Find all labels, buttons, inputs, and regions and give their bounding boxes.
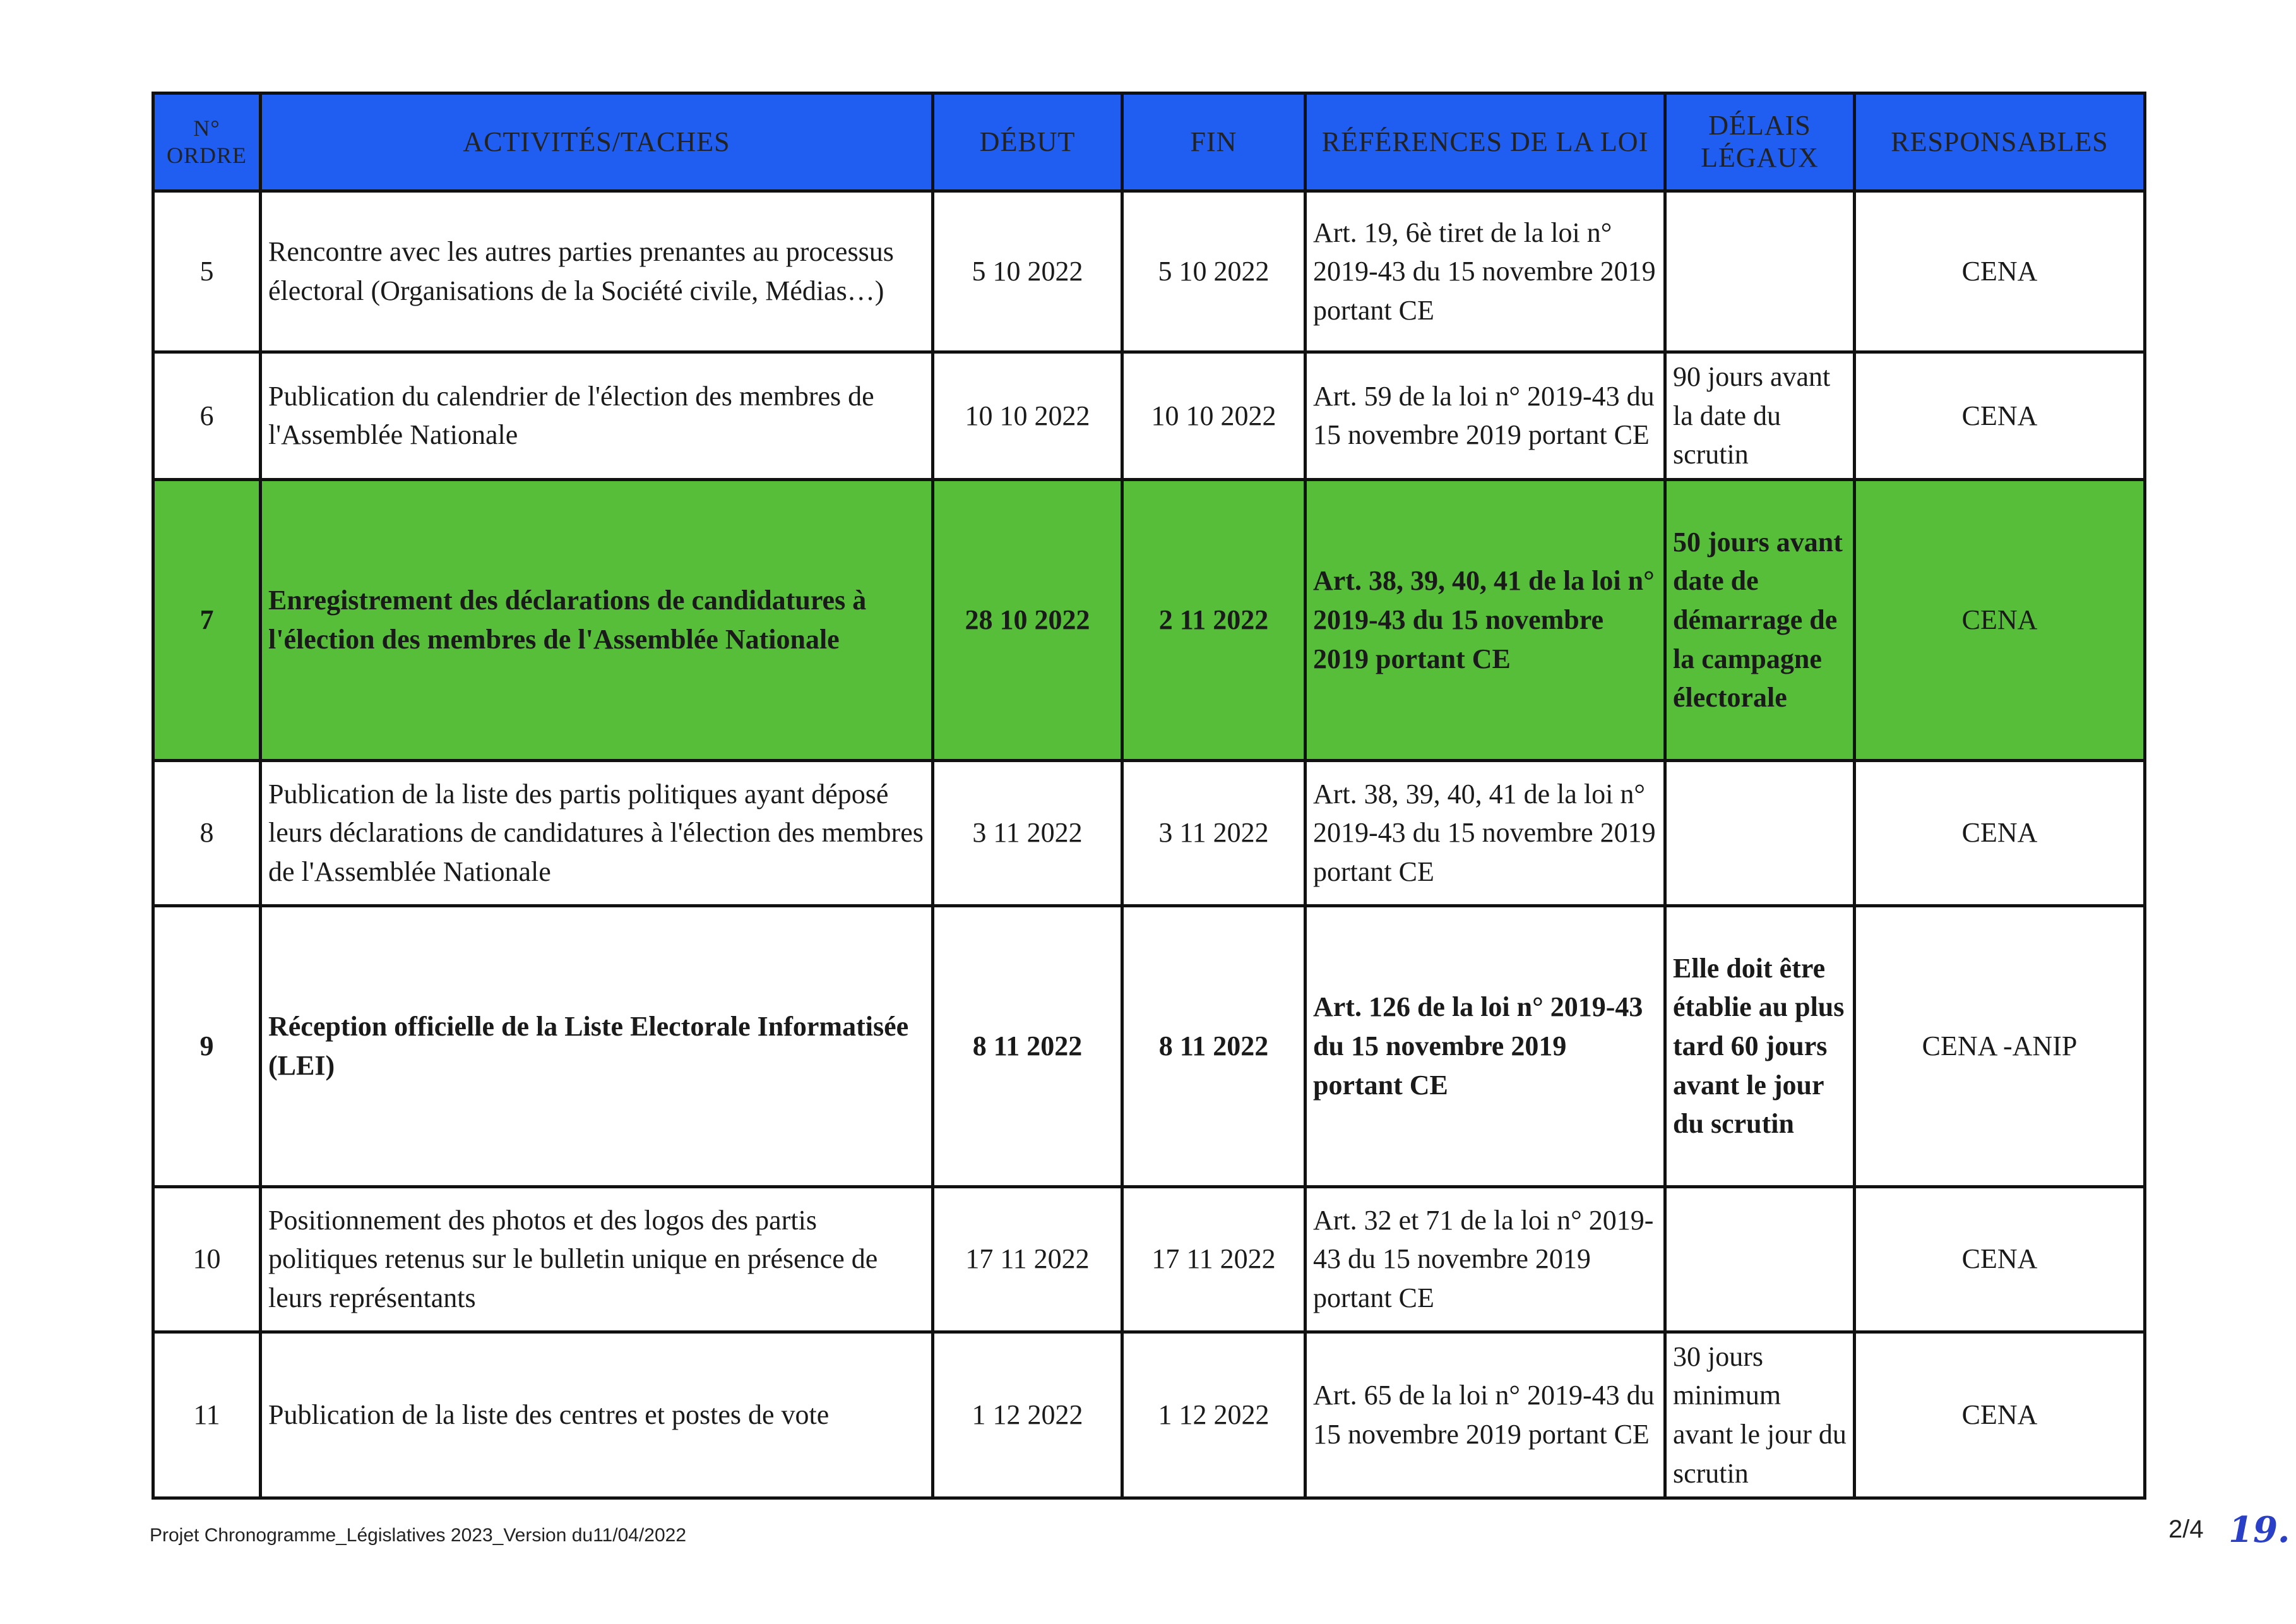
cell-reference: Art. 59 de la loi n° 2019-43 du 15 novembre 2019 portant CE: [1306, 352, 1665, 480]
cell-responsable: CENA: [1855, 760, 2145, 905]
cell-responsable: CENA: [1855, 1332, 2145, 1498]
cell-delai: [1665, 191, 1855, 352]
cell-reference: Art. 65 de la loi n° 2019-43 du 15 novembre 2019 portant CE: [1306, 1332, 1665, 1498]
cell-debut: 8 11 2022: [933, 905, 1122, 1186]
header-responsables: RESPONSABLES: [1855, 93, 2145, 191]
cell-fin: 5 10 2022: [1122, 191, 1306, 352]
cell-debut: 5 10 2022: [933, 191, 1122, 352]
cell-delai: Elle doit être établie au plus tard 60 jours avant le jour du scrutin: [1665, 905, 1855, 1186]
table-row: [153, 1186, 2145, 1332]
cell-fin: 2 11 2022: [1122, 479, 1306, 760]
cell-debut: 1 12 2022: [933, 1332, 1122, 1498]
cell-fin: 3 11 2022: [1122, 760, 1306, 905]
cell-debut: 3 11 2022: [933, 760, 1122, 905]
cell-reference: Art. 32 et 71 de la loi n° 2019-43 du 15 novembre 2019 portant CE: [1306, 1186, 1665, 1332]
header-no: N° ORDRE: [153, 93, 261, 191]
cell-activite: Publication du calendrier de l'élection des membres de l'Assemblée Nationale: [261, 352, 933, 480]
cell-reference: Art. 38, 39, 40, 41 de la loi n° 2019-43 du 15 novembre 2019 portant CE: [1306, 479, 1665, 760]
cell-debut: 17 11 2022: [933, 1186, 1122, 1332]
cell-responsable: CENA: [1855, 352, 2145, 480]
footer-document-title: Projet Chronogramme_Législatives 2023_Version du11/04/2022: [150, 1525, 687, 1546]
table-row-highlighted: [153, 479, 2145, 760]
header-row: [153, 93, 2145, 191]
cell-fin: 8 11 2022: [1122, 905, 1306, 1186]
cell-delai: 90 jours avant la date du scrutin: [1665, 352, 1855, 480]
cell-reference: Art. 19, 6è tiret de la loi n° 2019-43 du 15 novembre 2019 portant CE: [1306, 191, 1665, 352]
handwritten-page-mark: 19.: [2228, 1509, 2290, 1551]
cell-activite: Publication de la liste des centres et postes de vote: [261, 1332, 933, 1498]
cell-delai: 50 jours avant date de démarrage de la campagne électorale: [1665, 479, 1855, 760]
table-row: [153, 352, 2145, 480]
header-activites: ACTIVITÉS/TACHES: [261, 93, 933, 191]
table-row: [153, 191, 2145, 352]
cell-responsable: CENA -ANIP: [1855, 905, 2145, 1186]
cell-no: 7: [153, 479, 261, 760]
cell-debut: 10 10 2022: [933, 352, 1122, 480]
cell-no: 6: [153, 352, 261, 480]
cell-no: 9: [153, 905, 261, 1186]
cell-delai: [1665, 1186, 1855, 1332]
table-row: [153, 760, 2145, 905]
cell-delai: [1665, 760, 1855, 905]
page-number: 2/4: [2168, 1515, 2204, 1543]
cell-debut: 28 10 2022: [933, 479, 1122, 760]
cell-delai: 30 jours minimum avant le jour du scrutin: [1665, 1332, 1855, 1498]
cell-responsable: CENA: [1855, 1186, 2145, 1332]
header-fin: FIN: [1122, 93, 1306, 191]
table-row: [153, 1332, 2145, 1498]
chronogram-table: [152, 92, 2146, 1500]
cell-no: 8: [153, 760, 261, 905]
cell-fin: 1 12 2022: [1122, 1332, 1306, 1498]
cell-activite: Enregistrement des déclarations de candidatures à l'élection des membres de l'Assemblée Nationale: [261, 479, 933, 760]
table-row: [153, 905, 2145, 1186]
cell-reference: Art. 38, 39, 40, 41 de la loi n° 2019-43 du 15 novembre 2019 portant CE: [1306, 760, 1665, 905]
header-references: RÉFÉRENCES DE LA LOI: [1306, 93, 1665, 191]
cell-responsable: CENA: [1855, 479, 2145, 760]
cell-activite: Réception officielle de la Liste Electorale Informatisée (LEI): [261, 905, 933, 1186]
header-delais: DÉLAIS LÉGAUX: [1665, 93, 1855, 191]
cell-fin: 10 10 2022: [1122, 352, 1306, 480]
cell-fin: 17 11 2022: [1122, 1186, 1306, 1332]
cell-activite: Publication de la liste des partis politiques ayant déposé leurs déclarations de candidatures à l'élection des membres de l'Assemblée Nationale: [261, 760, 933, 905]
cell-responsable: CENA: [1855, 191, 2145, 352]
cell-no: 5: [153, 191, 261, 352]
cell-activite: Positionnement des photos et des logos des partis politiques retenus sur le bulletin unique en présence de leurs représentants: [261, 1186, 933, 1332]
cell-reference: Art. 126 de la loi n° 2019-43 du 15 novembre 2019 portant CE: [1306, 905, 1665, 1186]
cell-activite: Rencontre avec les autres parties prenantes au processus électoral (Organisations de la Société civile, Médias…): [261, 191, 933, 352]
cell-no: 10: [153, 1186, 261, 1332]
header-debut: DÉBUT: [933, 93, 1122, 191]
cell-no: 11: [153, 1332, 261, 1498]
